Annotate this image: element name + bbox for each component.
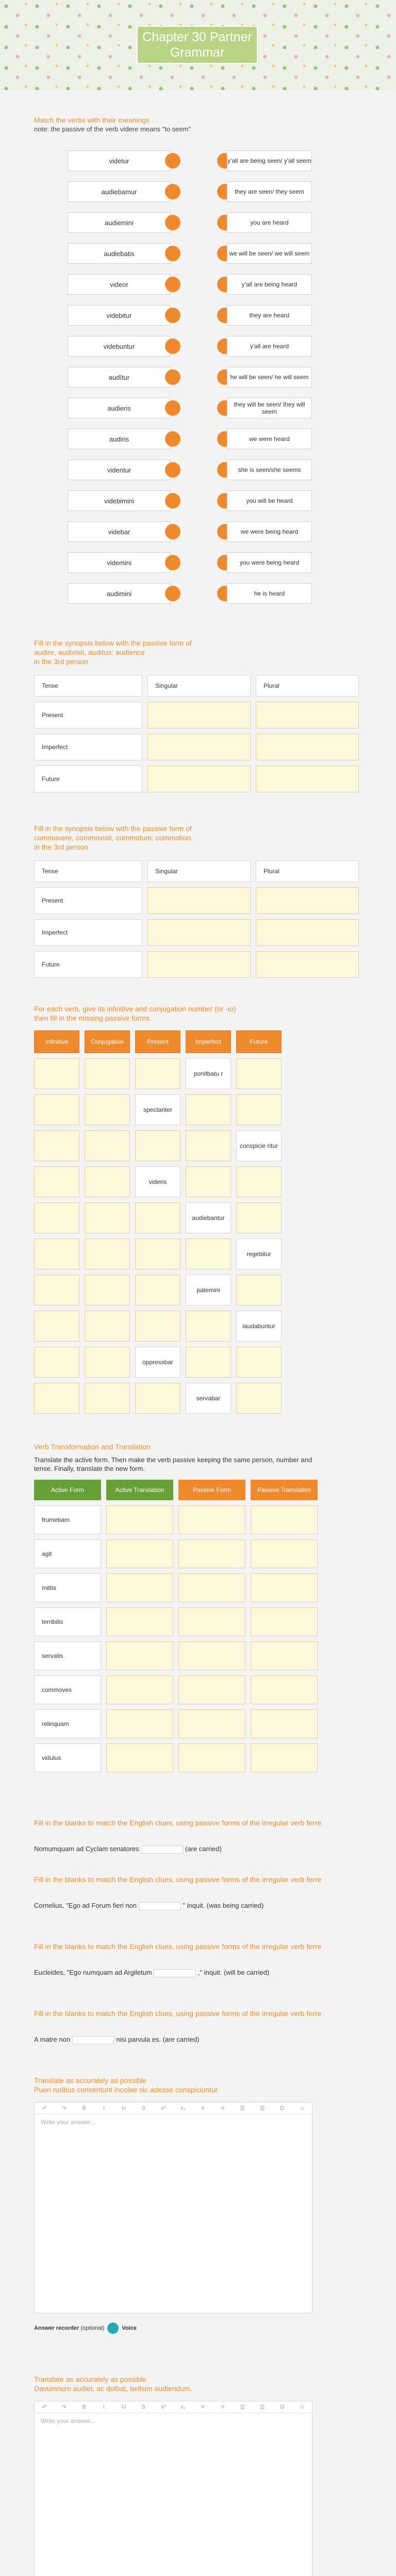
answer-blank[interactable] (186, 1311, 231, 1342)
section-heading: Match the verbs with their meanings (34, 116, 150, 124)
answer-blank[interactable] (236, 1058, 282, 1089)
answer-blank[interactable] (85, 1275, 130, 1306)
bold-icon[interactable]: B (82, 2404, 86, 2410)
answer-blank[interactable] (106, 1743, 173, 1772)
underline-icon[interactable]: U (121, 2105, 126, 2111)
given-verb-form: patemini (186, 1275, 231, 1306)
answer-blank[interactable] (256, 887, 359, 914)
answer-blank[interactable] (139, 1902, 181, 1910)
fill-in-sentence (34, 1844, 323, 1854)
answer-blank[interactable] (178, 1641, 245, 1670)
answer-blank[interactable] (236, 1094, 282, 1125)
answer-blank[interactable] (236, 1383, 282, 1414)
answer-blank[interactable] (85, 1202, 130, 1233)
table-header: Imperfect (186, 1030, 231, 1053)
answer-blank[interactable] (85, 1311, 130, 1342)
section-heading-line: audire, audivisti, auditus: audience (34, 648, 145, 656)
sentence-text: Nomumquam ad Cyclam senatores (34, 1845, 139, 1853)
match-left-item[interactable]: videntur (68, 460, 171, 480)
recorder-label: Answer recorder (34, 2325, 79, 2331)
sentence-text: nisi parvula es. (are carried) (116, 2036, 200, 2043)
match-right-item[interactable]: you will be heard (227, 490, 312, 511)
match-connector-dot[interactable] (165, 153, 180, 168)
undo-icon[interactable]: ↶ (42, 2105, 47, 2112)
sentence-text: Cornelius, "Ego ad Forum fieri non (34, 1902, 137, 1909)
table-row-label: Present (34, 702, 142, 728)
answer-blank[interactable] (85, 1094, 130, 1125)
strikethrough-icon[interactable]: S (141, 2404, 145, 2410)
given-verb-form: oppressbar (135, 1347, 180, 1378)
given-verb-form: audiebantur (186, 1202, 231, 1233)
answer-blank[interactable] (178, 1573, 245, 1602)
match-left-item[interactable]: audiebatis (68, 243, 171, 264)
answer-blank[interactable] (147, 951, 251, 978)
voice-label: Voice (122, 2325, 137, 2331)
table-header: Plural (256, 860, 359, 882)
answer-blank[interactable] (186, 1130, 231, 1161)
given-verb-form: conspicie ritur (236, 1130, 282, 1161)
answer-blank[interactable] (178, 1607, 245, 1636)
editor-placeholder[interactable]: Write your answer... (41, 2119, 95, 2126)
answer-blank[interactable] (85, 1383, 130, 1414)
answer-blank[interactable] (256, 951, 359, 978)
match-connector-dot[interactable] (165, 277, 180, 292)
table-row-label: Imperfect (34, 734, 142, 760)
answer-blank[interactable] (147, 734, 251, 760)
align-center-icon[interactable]: ≡ (221, 2105, 225, 2111)
match-left-item[interactable]: audiemini (68, 212, 171, 233)
strikethrough-icon[interactable]: S (141, 2105, 145, 2111)
special-char-icon[interactable]: Ω (280, 2105, 285, 2111)
section-heading: Verb Transformation and Translation (34, 1443, 151, 1451)
section-heading: Fill in the blanks to match the English clues, using passive forms of the irregular verb ferre (34, 1942, 322, 1951)
match-right-item[interactable]: we were heard (227, 429, 312, 449)
match-right-item[interactable]: y'all are heard (227, 336, 312, 357)
match-left-item[interactable]: audimini (68, 583, 171, 604)
redo-icon[interactable]: ↷ (62, 2404, 67, 2411)
table-header: Infinitive (34, 1030, 79, 1053)
active-form-cell: commoves (34, 1675, 101, 1704)
answer-blank[interactable] (256, 919, 359, 946)
underline-icon[interactable]: U (121, 2404, 126, 2410)
italic-icon[interactable]: I (103, 2404, 105, 2410)
bullet-list-icon[interactable]: ☰ (240, 2105, 245, 2112)
answer-blank[interactable] (147, 887, 251, 914)
answer-blank[interactable] (251, 1539, 318, 1568)
answer-blank[interactable] (34, 1275, 79, 1306)
answer-blank[interactable] (251, 1675, 318, 1704)
table-header: Singular (147, 860, 251, 882)
match-right-item[interactable]: he is heard (227, 583, 312, 604)
editor-placeholder[interactable]: Write your answer... (41, 2417, 95, 2425)
match-right-item[interactable]: they are heard (227, 305, 312, 326)
match-right-item[interactable]: y'all are being heard (227, 274, 312, 295)
match-right-item[interactable]: they will be seen/ they will seem (227, 398, 312, 418)
answer-blank[interactable] (106, 1505, 173, 1534)
match-connector-dot[interactable] (165, 400, 180, 416)
match-left-item[interactable]: audiris (68, 429, 171, 449)
instructions-text: Translate the active form. Then make the verb passive keeping the same person, number and tense. Finally, translate the new form. (34, 1456, 312, 1472)
answer-blank[interactable] (135, 1058, 180, 1089)
table-row-label: Future (34, 951, 142, 978)
match-left-item[interactable]: videbitur (68, 305, 171, 326)
match-left-item[interactable]: audītur (68, 367, 171, 387)
sentence-text: ," inquit. (will be carried) (197, 1969, 270, 1976)
emoji-icon[interactable]: ☺ (299, 2105, 305, 2111)
match-connector-dot[interactable] (165, 524, 180, 539)
answer-blank[interactable] (141, 1845, 183, 1854)
answer-blank[interactable] (251, 1641, 318, 1670)
answer-blank[interactable] (251, 1607, 318, 1636)
answer-blank[interactable] (135, 1130, 180, 1161)
answer-blank[interactable] (34, 1347, 79, 1378)
section-heading: Translate as accurately as possible (34, 2076, 147, 2084)
answer-blank[interactable] (147, 766, 251, 792)
match-left-item[interactable]: videmini (68, 552, 171, 573)
table-header: Passive Form (178, 1480, 245, 1500)
active-form-cell: servatis (34, 1641, 101, 1670)
table-header: Active Form (34, 1480, 101, 1500)
translation-quote: Davumnum audiet, ac dolbat, bellsim audiendum. (34, 2384, 192, 2393)
match-connector-dot[interactable] (165, 369, 180, 385)
answer-blank[interactable] (34, 1094, 79, 1125)
table-header: Passive Translation (251, 1480, 318, 1500)
sentence-text: A matre non (34, 2036, 71, 2043)
editor-toolbar (35, 2401, 312, 2413)
match-connector-dot[interactable] (165, 431, 180, 447)
table-header: Future (236, 1030, 282, 1053)
table-header: Active Translation (106, 1480, 173, 1500)
answer-editor[interactable] (34, 2102, 312, 2313)
align-center-icon[interactable]: ≡ (221, 2404, 225, 2410)
table-header: Conjugation (85, 1030, 130, 1053)
match-right-item[interactable]: we will be seen/ we will seem (227, 243, 312, 264)
match-right-item[interactable]: you are heard (227, 212, 312, 233)
match-right-item[interactable]: they are seen/ they seem (227, 181, 312, 202)
answer-blank[interactable] (34, 1383, 79, 1414)
answer-blank[interactable] (178, 1539, 245, 1568)
italic-icon[interactable]: I (103, 2105, 105, 2111)
answer-blank[interactable] (34, 1202, 79, 1233)
answer-blank[interactable] (135, 1383, 180, 1414)
given-verb-form: ponitbatu r (186, 1058, 231, 1089)
match-right-item[interactable]: we were being heard (227, 521, 312, 542)
subscript-icon[interactable]: x₂ (180, 2105, 186, 2111)
match-connector-dot[interactable] (165, 338, 180, 354)
answer-blank[interactable] (106, 1709, 173, 1738)
active-form-cell: relinquam (34, 1709, 101, 1738)
match-left-item[interactable]: videbuntur (68, 336, 171, 357)
editor-toolbar (35, 2103, 312, 2114)
given-verb-form: videris (135, 1166, 180, 1197)
match-connector-dot[interactable] (165, 246, 180, 261)
given-verb-form: spectanter (135, 1094, 180, 1125)
answer-blank[interactable] (178, 1505, 245, 1534)
fill-in-sentence (34, 1901, 323, 1910)
answer-blank[interactable] (178, 1675, 245, 1704)
given-verb-form: laudabuntur (236, 1311, 282, 1342)
sentence-text: (are carried) (185, 1845, 222, 1853)
recorder-optional: (optional) (80, 2325, 105, 2331)
table-header: Plural (256, 675, 359, 697)
answer-blank[interactable] (85, 1166, 130, 1197)
section-heading: Fill in the synopsis below with the passive form of (34, 824, 192, 833)
match-connector-dot[interactable] (165, 462, 180, 478)
answer-blank[interactable] (256, 766, 359, 792)
section-heading-line: commovere, commovisti, commotum: commotion (34, 834, 191, 842)
match-right-item[interactable]: y'all are being seen/ y'all seem (227, 150, 312, 171)
table-header: Tense (34, 675, 142, 697)
answer-blank[interactable] (106, 1675, 173, 1704)
match-left-item[interactable]: audieris (68, 398, 171, 418)
match-connector-dot[interactable] (165, 555, 180, 570)
section-subtext: note: the passive of the verb videre means "to seem" (34, 125, 191, 133)
record-button[interactable] (107, 2323, 119, 2334)
answer-blank[interactable] (106, 1573, 173, 1602)
align-left-icon[interactable]: ≡ (201, 2404, 205, 2410)
superscript-icon[interactable]: x² (161, 2105, 166, 2111)
emoji-icon[interactable]: ☺ (299, 2404, 305, 2410)
sentence-text: " inquit. (was being carried) (183, 1902, 264, 1909)
fill-in-sentence (34, 2035, 323, 2044)
section-heading: Fill in the blanks to match the English clues, using passive forms of the irregular verb ferre (34, 1819, 322, 1827)
answer-blank[interactable] (135, 1202, 180, 1233)
answer-blank[interactable] (236, 1275, 282, 1306)
answer-blank[interactable] (135, 1275, 180, 1306)
answer-blank[interactable] (106, 1607, 173, 1636)
section-heading: Fill in the synopsis below with the passive form of (34, 639, 192, 647)
answer-blank[interactable] (34, 1166, 79, 1197)
answer-blank[interactable] (85, 1130, 130, 1161)
superscript-icon[interactable]: x² (161, 2404, 166, 2410)
translation-quote: Pueri ruribus consentunt incolae sic adesse conspiciuntur. (34, 2086, 220, 2094)
answer-blank[interactable] (178, 1743, 245, 1772)
answer-blank[interactable] (154, 1969, 196, 1977)
answer-recorder (34, 2323, 137, 2334)
page-title: Chapter 30 Partner Grammar (137, 26, 258, 64)
answer-blank[interactable] (251, 1709, 318, 1738)
answer-blank[interactable] (106, 1641, 173, 1670)
table-row-label: Present (34, 887, 142, 914)
answer-blank[interactable] (34, 1058, 79, 1089)
active-form-cell: agit (34, 1539, 101, 1568)
answer-blank[interactable] (251, 1573, 318, 1602)
answer-blank[interactable] (236, 1347, 282, 1378)
section-heading-line: in the 3rd person (34, 843, 89, 851)
answer-blank[interactable] (236, 1202, 282, 1233)
answer-blank[interactable] (236, 1166, 282, 1197)
answer-blank[interactable] (85, 1239, 130, 1269)
section-heading-line: in the 3rd person (34, 657, 89, 666)
answer-blank[interactable] (135, 1239, 180, 1269)
undo-icon[interactable]: ↶ (42, 2404, 47, 2411)
answer-blank[interactable] (147, 919, 251, 946)
section-heading: Fill in the blanks to match the English clues, using passive forms of the irregular verb ferre (34, 1875, 322, 1884)
match-right-item[interactable]: he will be seen/ he will seem (227, 367, 312, 387)
redo-icon[interactable]: ↷ (62, 2105, 67, 2112)
answer-blank[interactable] (251, 1505, 318, 1534)
answer-blank[interactable] (34, 1239, 79, 1269)
answer-blank[interactable] (147, 702, 251, 728)
answer-blank[interactable] (106, 1539, 173, 1568)
section-heading: Fill in the blanks to match the English clues, using passive forms of the irregular verb ferre (34, 2009, 322, 2018)
answer-editor[interactable] (34, 2401, 312, 2576)
special-char-icon[interactable]: Ω (280, 2404, 285, 2410)
given-verb-form: servabar (186, 1383, 231, 1414)
subscript-icon[interactable]: x₂ (180, 2404, 186, 2410)
match-connector-dot[interactable] (165, 184, 180, 199)
answer-blank[interactable] (186, 1347, 231, 1378)
fill-in-sentence (34, 1968, 323, 1977)
answer-blank[interactable] (251, 1743, 318, 1772)
match-left-item[interactable]: videbar (68, 521, 171, 542)
answer-blank[interactable] (85, 1058, 130, 1089)
match-left-item[interactable]: audiebamur (68, 181, 171, 202)
table-header: Tense (34, 860, 142, 882)
match-right-item[interactable]: you were being heard (227, 552, 312, 573)
section-heading: Translate as accurately as possible (34, 2375, 147, 2383)
bold-icon[interactable]: B (82, 2105, 86, 2111)
answer-blank[interactable] (186, 1094, 231, 1125)
table-header: Singular (147, 675, 251, 697)
match-connector-dot[interactable] (165, 215, 180, 230)
answer-blank[interactable] (72, 2036, 114, 2044)
section-heading-line: then fill in the missing passive forms. (34, 1014, 152, 1022)
given-verb-form: regebitur (236, 1239, 282, 1269)
match-connector-dot[interactable] (165, 586, 180, 601)
answer-blank[interactable] (34, 1130, 79, 1161)
answer-blank[interactable] (256, 734, 359, 760)
answer-blank[interactable] (85, 1347, 130, 1378)
active-form-cell: vidulus (34, 1743, 101, 1772)
answer-blank[interactable] (34, 1311, 79, 1342)
active-form-cell: mittis (34, 1573, 101, 1602)
active-form-cell: terribilis (34, 1607, 101, 1636)
align-left-icon[interactable]: ≡ (201, 2105, 205, 2111)
active-form-cell: frumebam (34, 1505, 101, 1534)
numbered-list-icon[interactable]: ☰ (259, 2105, 265, 2112)
table-header: Present (135, 1030, 180, 1053)
answer-blank[interactable] (178, 1709, 245, 1738)
match-left-item[interactable]: videtur (68, 150, 171, 171)
match-connector-dot[interactable] (165, 493, 180, 509)
answer-blank[interactable] (256, 702, 359, 728)
match-left-item[interactable]: videor (68, 274, 171, 295)
match-left-item[interactable]: videbimini (68, 490, 171, 511)
answer-blank[interactable] (186, 1239, 231, 1269)
table-row-label: Imperfect (34, 919, 142, 946)
sentence-text: Eucleides, "Ego numquam ad Argiletum (34, 1969, 152, 1976)
bullet-list-icon[interactable]: ☰ (240, 2404, 245, 2411)
table-row-label: Future (34, 766, 142, 792)
section-heading: For each verb, give its infinitive and conjugation number (or -io) (34, 1005, 236, 1013)
match-connector-dot[interactable] (165, 308, 180, 323)
answer-blank[interactable] (186, 1166, 231, 1197)
numbered-list-icon[interactable]: ☰ (259, 2404, 265, 2411)
match-right-item[interactable]: she is seen/she seems (227, 460, 312, 480)
answer-blank[interactable] (135, 1311, 180, 1342)
